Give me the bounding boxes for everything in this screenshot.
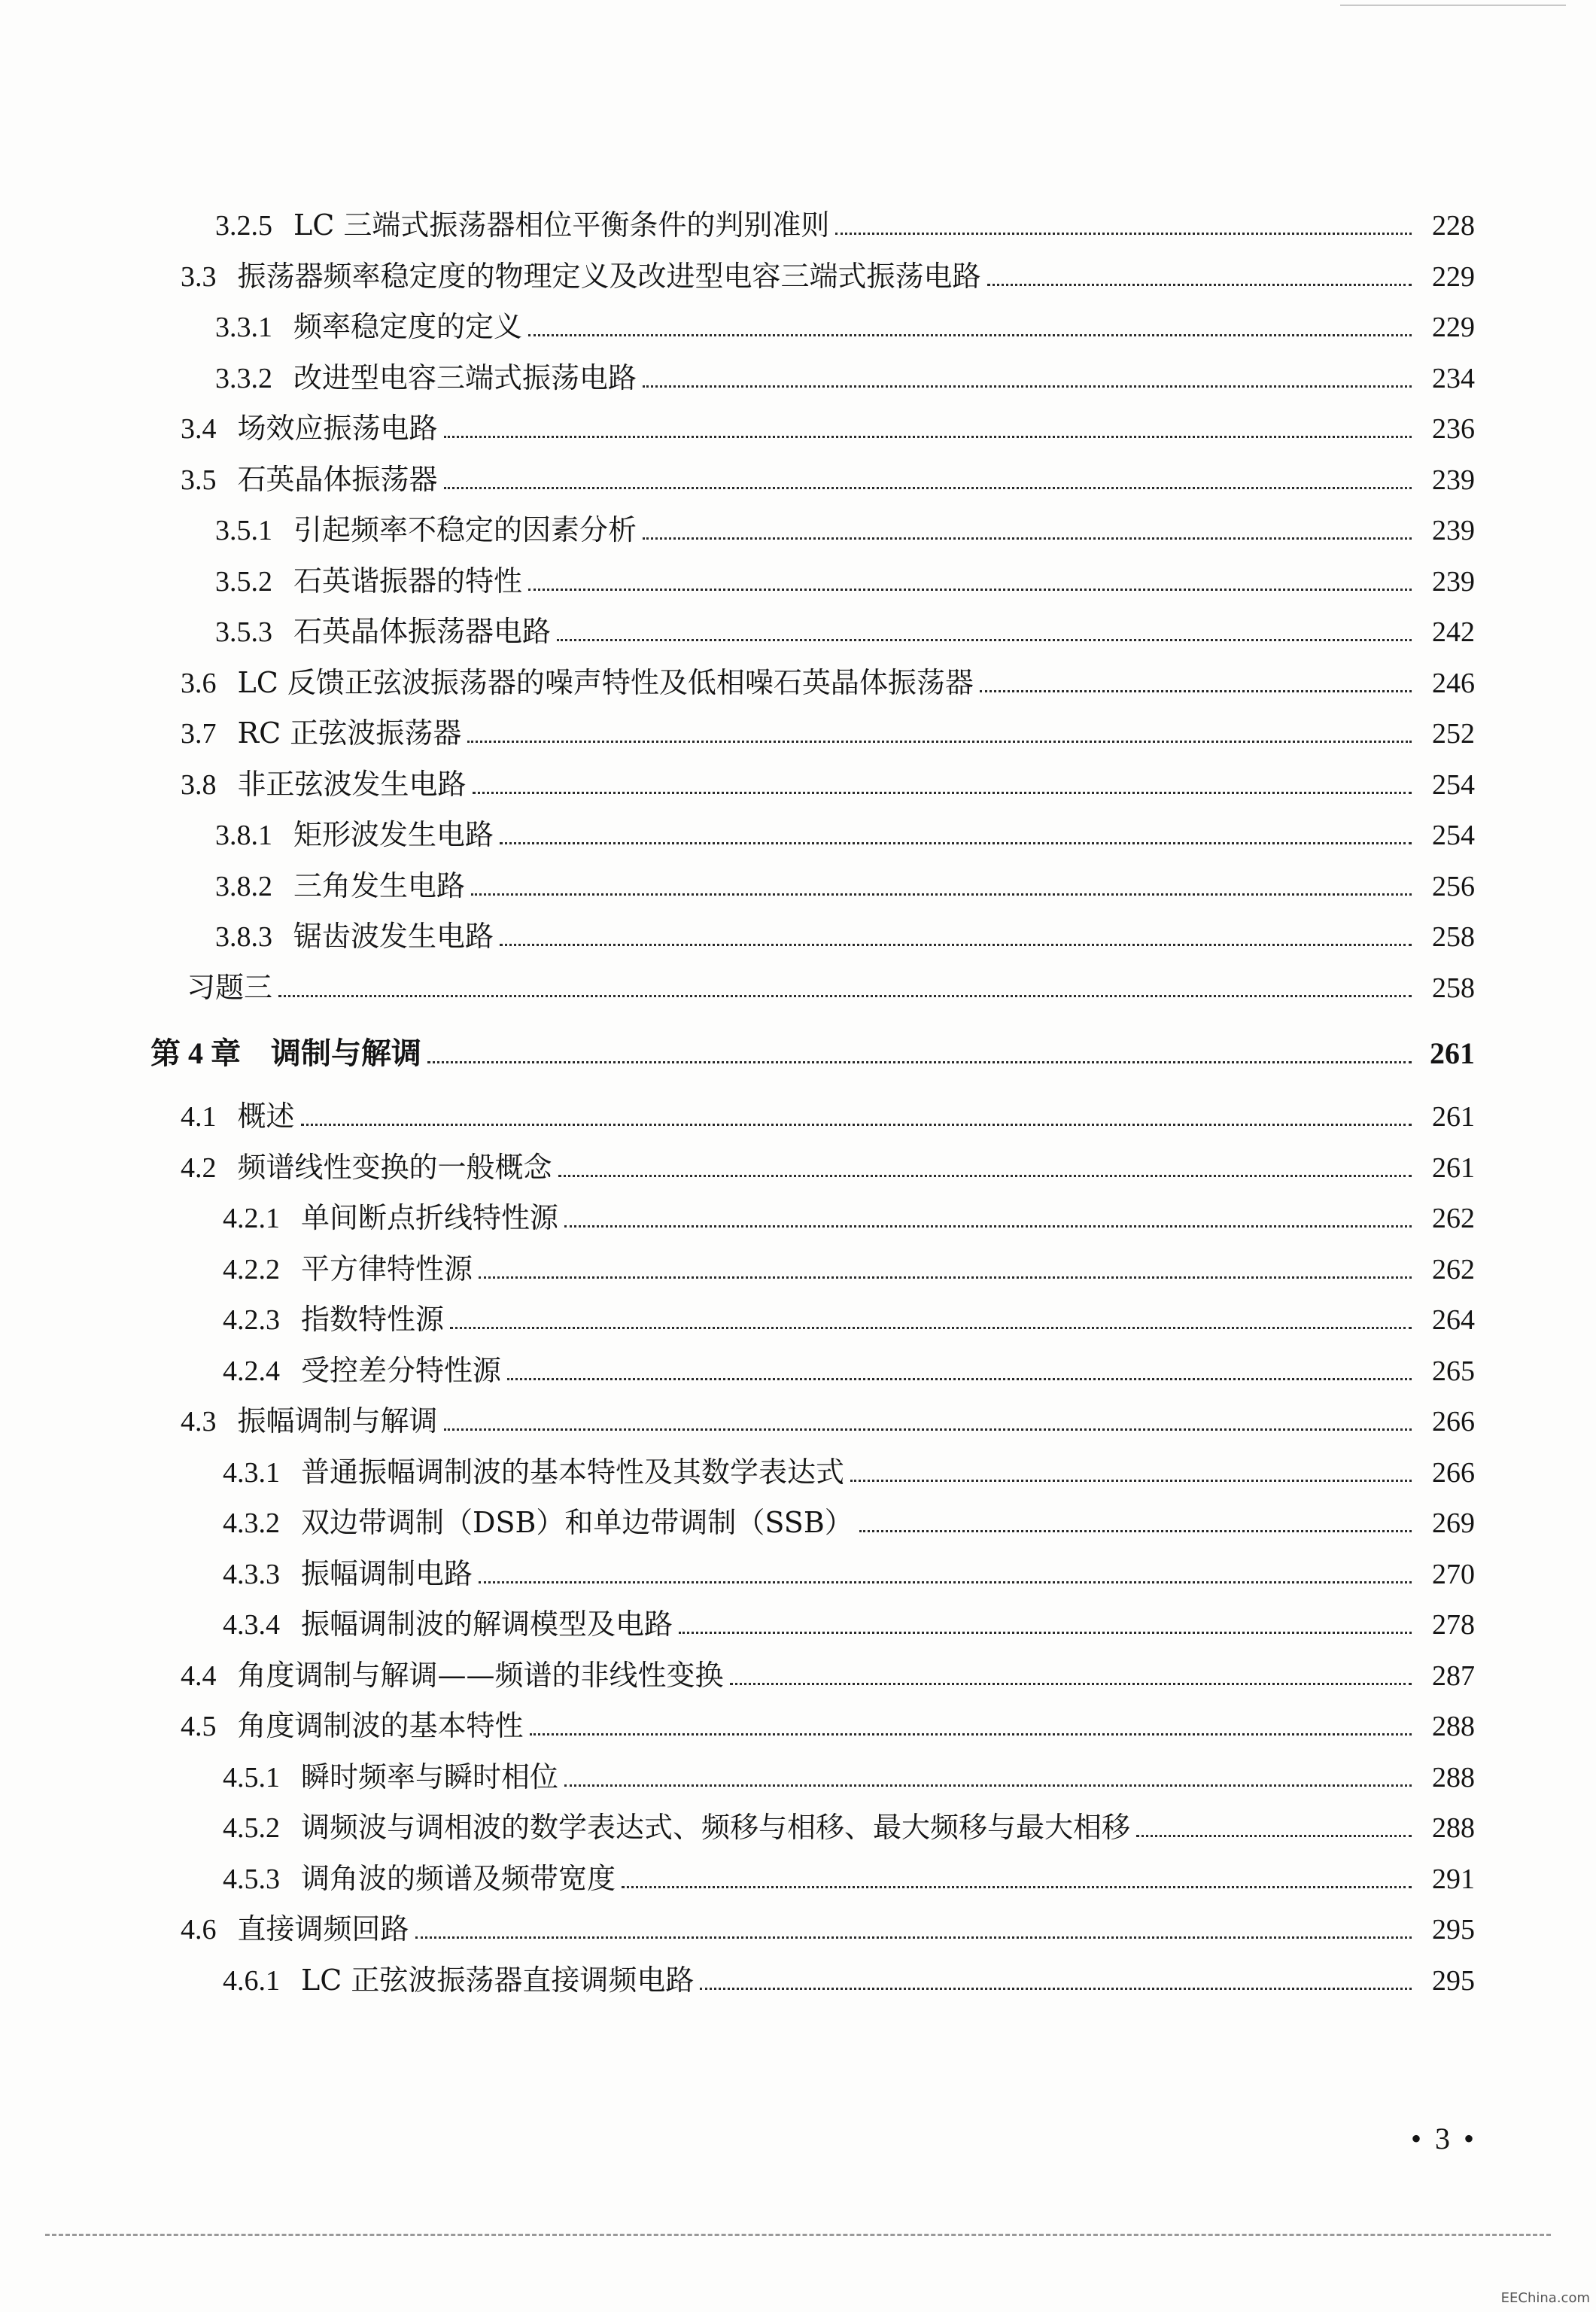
- toc-subsection-entry: [150, 1347, 1475, 1398]
- toc-entry-number: 4.3: [181, 1406, 217, 1437]
- toc-entry-page: 262: [1432, 1253, 1475, 1285]
- toc-subsection-entry: [150, 1449, 1475, 1500]
- toc-section-entry: [150, 253, 1475, 304]
- toc-entry-title: 引起频率不稳定的因素分析: [293, 513, 637, 546]
- toc-entry-title: 石英晶体振荡器电路: [293, 615, 552, 648]
- dot-leader: [679, 1632, 1412, 1634]
- toc-entry-number: 3.3: [181, 260, 217, 293]
- toc-entry-number: 第 4 章: [150, 1036, 241, 1070]
- dot-leader: [528, 334, 1412, 336]
- toc-subsection-entry: [150, 1194, 1475, 1246]
- toc-section-entry: [150, 1906, 1475, 1957]
- dot-leader: [427, 1061, 1412, 1063]
- toc-entry-title: 振幅调制与解调: [237, 1404, 438, 1437]
- toc-entry-title: 调角波的频谱及频带宽度: [301, 1861, 616, 1895]
- toc-entry-number: 3.4: [181, 413, 217, 445]
- dot-leader: [564, 1225, 1412, 1227]
- toc-entry-page: 295: [1432, 1914, 1475, 1945]
- toc-entry-page: 229: [1432, 260, 1475, 293]
- toc-subsection-entry: [150, 1550, 1475, 1602]
- toc-entry-page: 265: [1432, 1355, 1475, 1387]
- toc-entry-title: 三角发生电路: [293, 869, 466, 902]
- toc-entry-page: 288: [1432, 1812, 1475, 1844]
- toc-entry-number: 3.5: [181, 464, 217, 496]
- dot-leader: [444, 1428, 1412, 1431]
- toc-entry-number: 4.2.2: [223, 1253, 280, 1285]
- dot-leader: [500, 842, 1412, 844]
- toc-entry-title: 概述: [237, 1100, 295, 1133]
- toc-entry-title: 直接调频回路: [237, 1912, 409, 1945]
- toc-section-entry: [150, 405, 1475, 456]
- toc-subsection-entry: [150, 862, 1475, 914]
- toc-entry-title: 频谱线性变换的一般概念: [237, 1150, 552, 1184]
- toc-subsection-entry: [150, 1855, 1475, 1906]
- toc-entry-title: 瞬时频率与瞬时相位: [301, 1760, 559, 1793]
- toc-entry-number: 4.5: [181, 1711, 217, 1742]
- toc-subsection-entry: [150, 507, 1475, 558]
- toc-entry-title: LC 三端式振荡器相位平衡条件的判别准则: [293, 208, 830, 242]
- dot-leader: [557, 639, 1412, 641]
- toc-entry-number: 3.3.1: [215, 312, 272, 343]
- toc-entry-page: 236: [1432, 413, 1475, 445]
- toc-section-entry: [150, 1652, 1475, 1703]
- toc-section-entry: [150, 659, 1475, 710]
- dot-leader: [415, 1936, 1412, 1939]
- toc-entry-number: 4.4: [181, 1659, 217, 1692]
- toc-entry-title: 普通振幅调制波的基本特性及其数学表达式: [301, 1455, 845, 1489]
- toc-exercise-entry: [150, 964, 1475, 1015]
- toc-subsection-entry: [150, 558, 1475, 609]
- dot-leader: [643, 537, 1412, 540]
- dot-leader: [987, 284, 1412, 286]
- dot-leader: [528, 589, 1412, 591]
- page-number: • 3 •: [1410, 2122, 1477, 2155]
- toc-entry-number: 4.5.2: [223, 1812, 280, 1844]
- toc-entry-page: 228: [1432, 210, 1475, 242]
- toc-entry-title: 调制与解调: [271, 1036, 421, 1071]
- toc-entry-page: 264: [1432, 1304, 1475, 1336]
- toc-entry-title: 振幅调制波的解调模型及电路: [301, 1608, 673, 1641]
- toc-entry-number: 4.2.1: [223, 1203, 280, 1234]
- toc-entry-page: 254: [1432, 820, 1475, 851]
- toc-entry-title: 石英谐振器的特性: [293, 564, 523, 598]
- dot-leader: [730, 1683, 1412, 1685]
- toc-entry-title: 习题三: [187, 970, 273, 1004]
- toc-entry-page: 258: [1432, 972, 1475, 1004]
- toc-entry-title: 角度调制波的基本特性: [237, 1709, 524, 1742]
- toc-entry-page: 254: [1432, 768, 1475, 801]
- toc-entry-number: 3.8.1: [215, 820, 272, 851]
- toc-entry-page: 287: [1432, 1659, 1475, 1692]
- toc-entry-page: 239: [1432, 464, 1475, 496]
- toc-entry-page: 269: [1432, 1507, 1475, 1539]
- toc-entry-page: 258: [1432, 921, 1475, 953]
- toc-entry-title: 频率稳定度的定义: [293, 310, 523, 343]
- dot-leader: [500, 944, 1412, 946]
- toc-subsection-entry: [150, 811, 1475, 862]
- toc-entry-title: 石英晶体振荡器: [237, 462, 438, 496]
- dot-leader: [835, 233, 1412, 235]
- toc-entry-page: 246: [1432, 667, 1475, 699]
- toc-entry-number: 3.5.3: [215, 616, 272, 648]
- toc-entry-number: 3.3.2: [215, 362, 272, 394]
- dot-leader: [859, 1530, 1412, 1532]
- dot-leader: [558, 1175, 1412, 1177]
- toc-entry-number: 4.6.1: [223, 1964, 280, 1997]
- toc-entry-page: 261: [1432, 1101, 1475, 1133]
- toc-entry-page: 295: [1432, 1964, 1475, 1997]
- toc-entry-title: 非正弦波发生电路: [237, 767, 467, 801]
- toc-entry-page: 256: [1432, 870, 1475, 902]
- toc-entry-number: 4.2.4: [223, 1355, 280, 1387]
- dot-leader: [980, 690, 1412, 692]
- toc-entry-title: 双边带调制（DSB）和单边带调制（SSB）: [301, 1506, 853, 1539]
- toc-chapter-entry: [150, 1015, 1475, 1093]
- toc-subsection-entry: [150, 1296, 1475, 1347]
- toc-entry-page: 288: [1432, 1711, 1475, 1742]
- top-edge-rule: [1340, 5, 1566, 6]
- dot-leader: [564, 1784, 1412, 1787]
- toc-entry-number: 4.3.4: [223, 1609, 280, 1641]
- toc-entry-title: LC 正弦波振荡器直接调频电路: [301, 1963, 695, 1997]
- toc-section-entry: [150, 761, 1475, 812]
- toc-entry-title: 角度调制与解调——频谱的非线性变换: [237, 1658, 724, 1692]
- toc-subsection-entry: [150, 913, 1475, 964]
- toc-entry-title: 矩形波发生电路: [293, 818, 494, 851]
- toc-entry-page: 288: [1432, 1761, 1475, 1793]
- toc-entry-title: 振荡器频率稳定度的物理定义及改进型电容三端式振荡电路: [237, 259, 981, 293]
- toc-section-entry: [150, 1398, 1475, 1449]
- dot-leader: [1136, 1835, 1412, 1837]
- toc-entry-title: 锯齿波发生电路: [293, 920, 494, 953]
- toc-subsection-entry: [150, 1246, 1475, 1297]
- toc-subsection-entry: [150, 1754, 1475, 1805]
- dot-leader: [444, 487, 1412, 489]
- toc-entry-number: 3.5.2: [215, 565, 272, 598]
- toc-section-entry: [150, 1144, 1475, 1195]
- toc-entry-number: 3.8.3: [215, 921, 272, 953]
- toc-subsection-entry: [150, 1601, 1475, 1652]
- toc-section-entry: [150, 1093, 1475, 1144]
- dot-leader: [450, 1327, 1412, 1329]
- toc-subsection-entry: [150, 303, 1475, 354]
- dot-leader: [467, 741, 1412, 743]
- dot-leader: [479, 1276, 1412, 1279]
- toc-section-entry: [150, 456, 1475, 507]
- toc-subsection-entry: [150, 1804, 1475, 1855]
- toc-entry-number: 3.5.1: [215, 515, 272, 546]
- dot-leader: [301, 1124, 1412, 1126]
- toc-entry-number: 4.2: [181, 1151, 217, 1184]
- dot-leader: [643, 385, 1412, 388]
- toc-entry-number: 4.6: [181, 1914, 217, 1945]
- dot-leader: [444, 436, 1412, 438]
- toc-entry-page: 239: [1432, 565, 1475, 598]
- toc-entry-number: 3.7: [181, 718, 217, 750]
- toc-entry-page: 266: [1432, 1456, 1475, 1489]
- toc-entry-number: 3.8.2: [215, 870, 272, 902]
- toc-entry-page: 270: [1432, 1558, 1475, 1590]
- toc-entry-page: 262: [1432, 1203, 1475, 1234]
- toc-entry-title: 场效应振荡电路: [237, 412, 438, 445]
- toc-entry-number: 3.2.5: [215, 210, 272, 242]
- dot-leader: [278, 995, 1412, 997]
- dot-leader: [700, 1988, 1412, 1990]
- toc-entry-page: 239: [1432, 515, 1475, 546]
- toc-entry-title: 指数特性源: [301, 1303, 445, 1336]
- toc-entry-page: 229: [1432, 312, 1475, 343]
- toc-entry-title: LC 反馈正弦波振荡器的噪声特性及低相噪石英晶体振荡器: [237, 665, 974, 699]
- dot-leader: [479, 1581, 1412, 1583]
- toc-entry-title: 改进型电容三端式振荡电路: [293, 360, 637, 394]
- toc-entry-title: 单间断点折线特性源: [301, 1201, 559, 1234]
- toc-entry-number: 3.6: [181, 667, 217, 699]
- toc-entry-number: 4.5.1: [223, 1761, 280, 1793]
- toc-entry-page: 261: [1430, 1036, 1475, 1070]
- toc-entry-number: 4.1: [181, 1101, 217, 1133]
- dot-leader: [473, 792, 1412, 794]
- toc-entry-number: 4.2.3: [223, 1304, 280, 1336]
- toc-entry-number: 4.5.3: [223, 1863, 280, 1895]
- toc-subsection-entry: [150, 1957, 1475, 2008]
- toc-entry-number: 3.8: [181, 768, 217, 801]
- toc-subsection-entry: [150, 1499, 1475, 1550]
- toc-subsection-entry: [150, 608, 1475, 659]
- toc-entry-page: 234: [1432, 362, 1475, 394]
- dot-leader: [471, 893, 1412, 896]
- toc-entry-page: 252: [1432, 718, 1475, 750]
- toc-entry-number: 4.3.3: [223, 1558, 280, 1590]
- toc-section-entry: [150, 1702, 1475, 1754]
- toc-subsection-entry: [150, 354, 1475, 406]
- dot-leader: [530, 1733, 1412, 1736]
- toc-entry-number: 4.3.1: [223, 1456, 280, 1489]
- toc-subsection-entry: [150, 202, 1475, 253]
- toc-section-entry: [150, 710, 1475, 761]
- toc-entry-page: 266: [1432, 1406, 1475, 1437]
- toc-entry-page: 261: [1432, 1151, 1475, 1184]
- toc-entry-page: 291: [1432, 1863, 1475, 1895]
- toc-entry-page: 278: [1432, 1609, 1475, 1641]
- dot-leader: [507, 1378, 1412, 1380]
- toc-entry-page: 242: [1432, 616, 1475, 648]
- toc-entry-title: 受控差分特性源: [301, 1353, 502, 1387]
- dot-leader: [622, 1886, 1412, 1888]
- bottom-edge-rule: [45, 2234, 1551, 2236]
- toc-entry-title: 振幅调制电路: [301, 1556, 473, 1590]
- toc-entry-title: 平方律特性源: [301, 1252, 473, 1285]
- watermark-text: EEChina.com: [1500, 2290, 1590, 2306]
- toc-entry-title: 调频波与调相波的数学表达式、频移与相移、最大频移与最大相移: [301, 1811, 1131, 1844]
- toc-entry-title: RC 正弦波振荡器: [237, 716, 462, 750]
- table-of-contents: [150, 202, 1475, 2007]
- dot-leader: [850, 1480, 1412, 1482]
- toc-entry-number: 4.3.2: [223, 1507, 280, 1539]
